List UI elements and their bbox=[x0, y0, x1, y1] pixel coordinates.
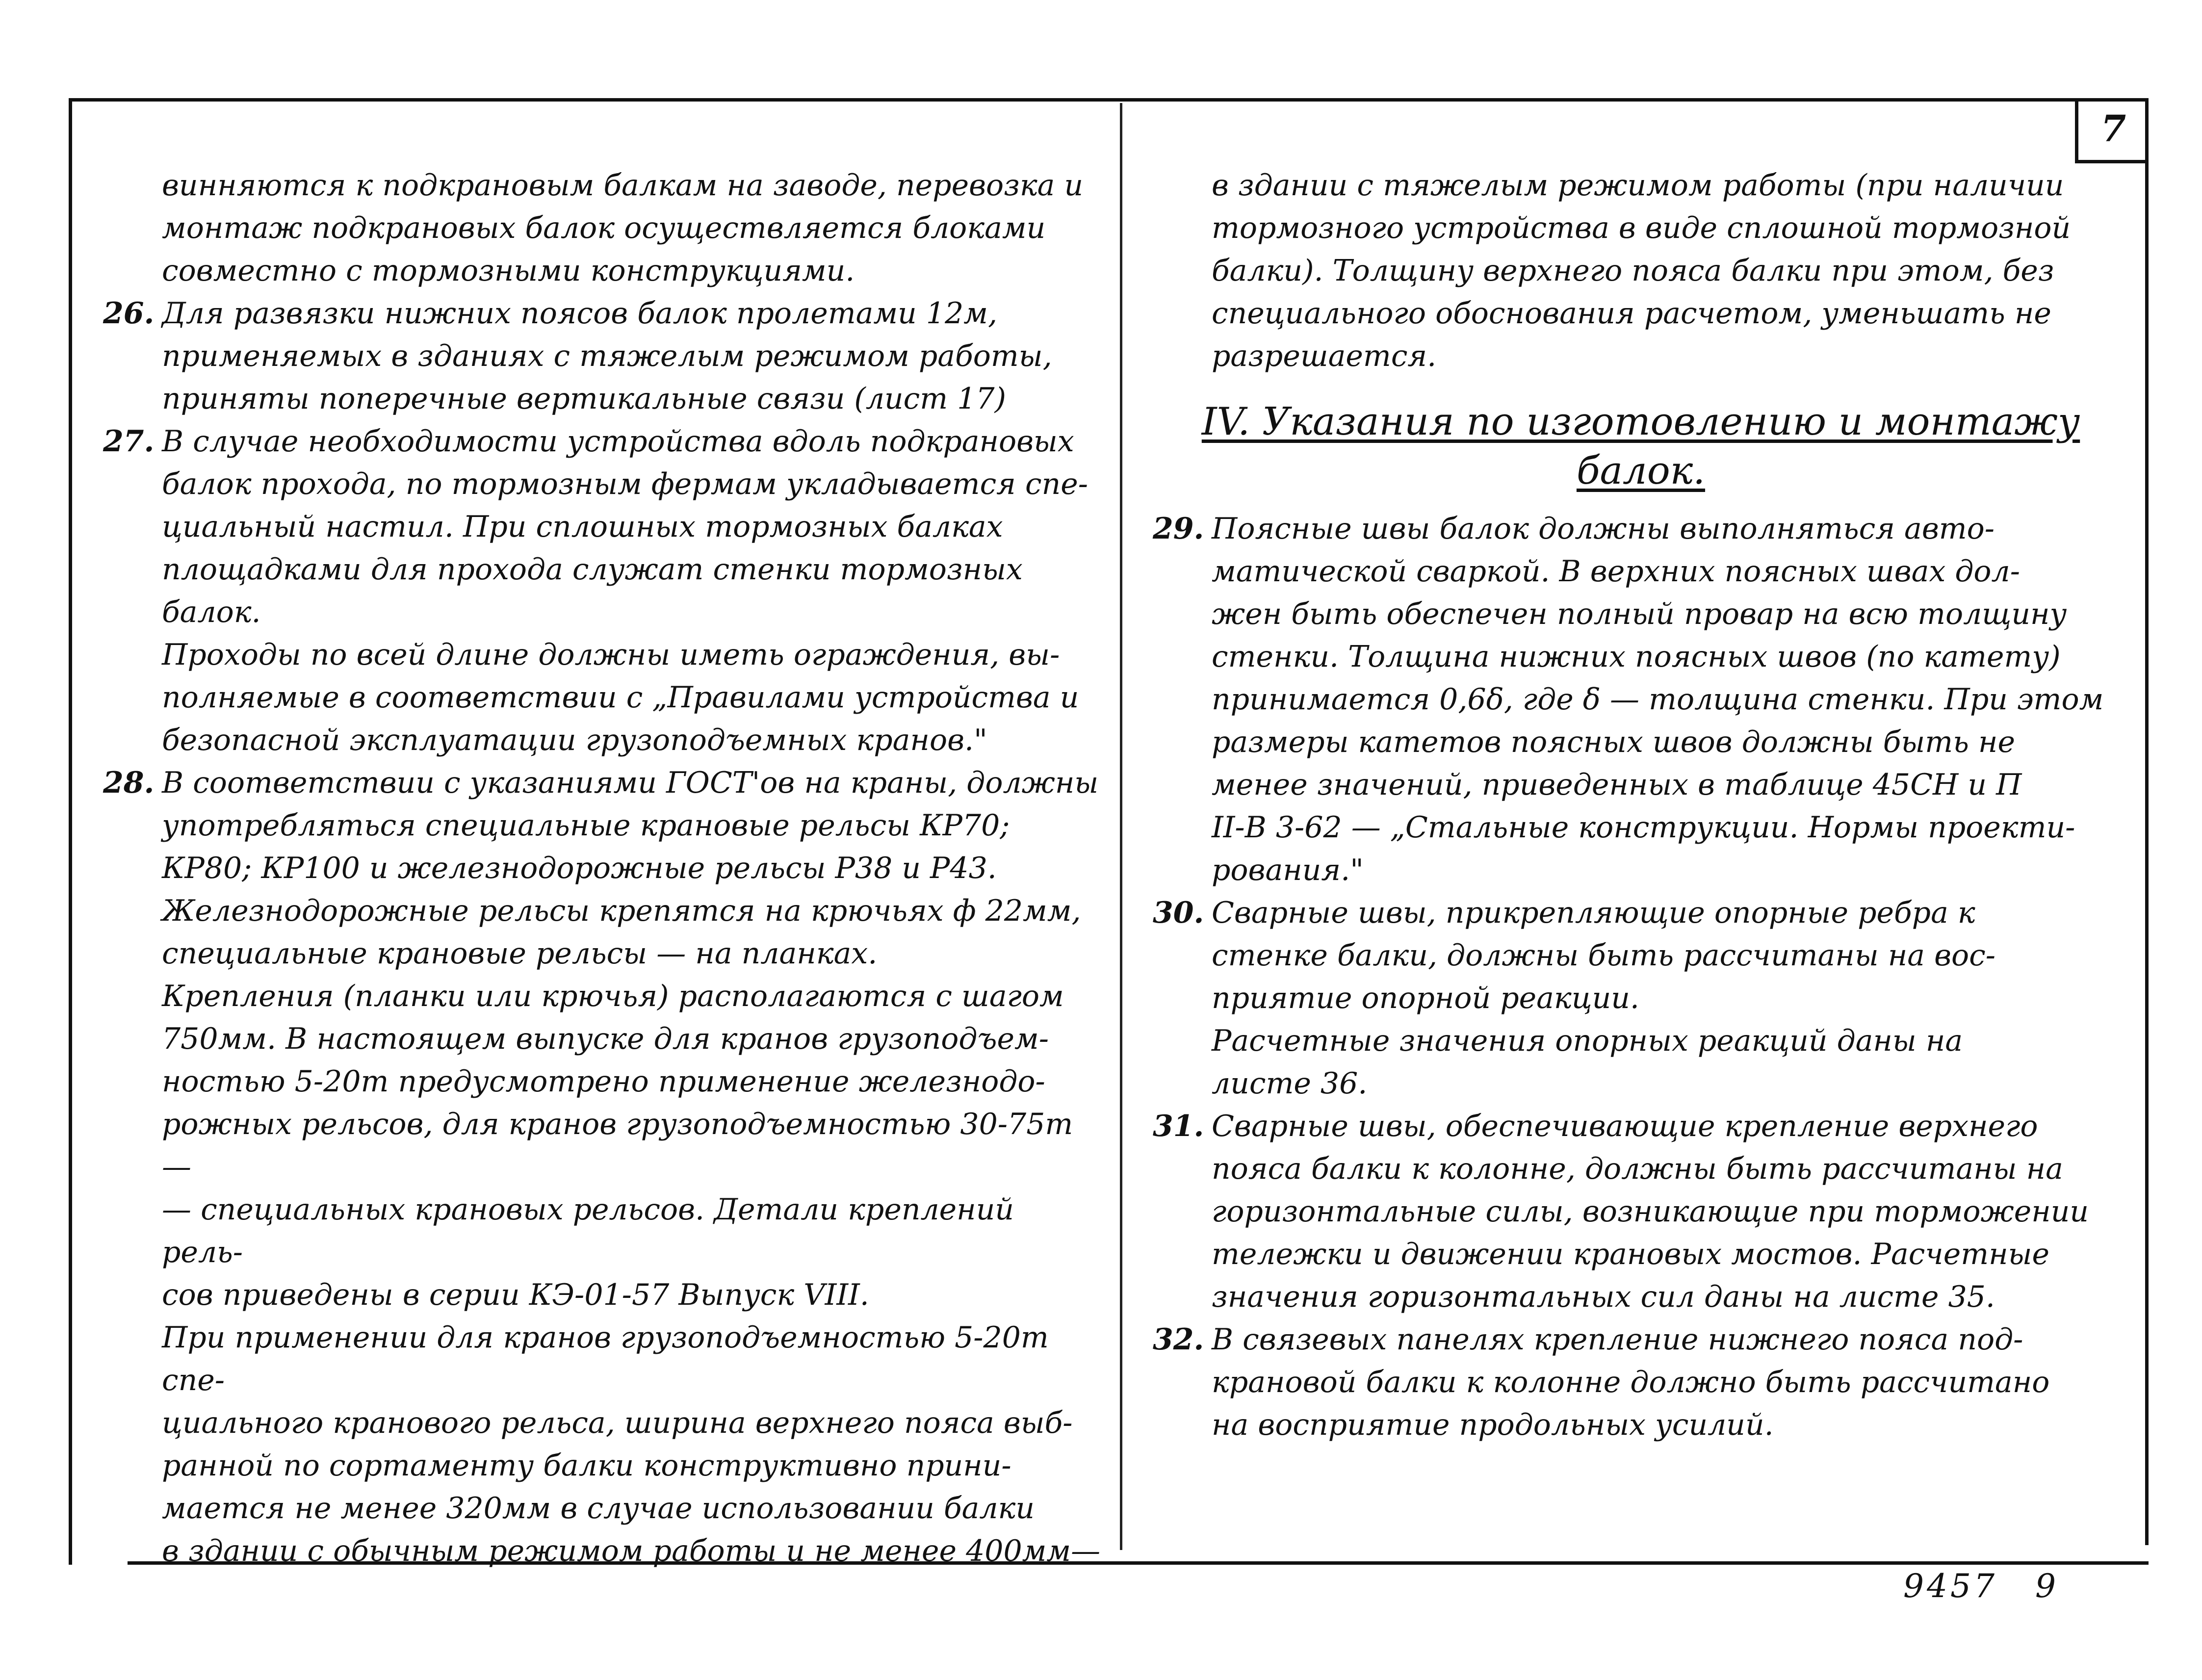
right-column bbox=[1153, 164, 2129, 1447]
paragraph-continuation bbox=[103, 164, 1104, 292]
section-heading-line1: IV. Указания по изготовлению и монтажу bbox=[1201, 400, 2080, 444]
paragraph-text: В связевых панелях крепление нижнего пояса под- крановой балки к колонне должно быть рассчитано на восприятие продольных усилий. bbox=[1212, 1322, 2050, 1442]
paragraph-30 bbox=[1153, 892, 2129, 1020]
paragraph-28 bbox=[103, 762, 1104, 1573]
paragraph-text: Поясные швы балок должны выполняться авто- матической сваркой. В верхних поясных швах дол- жен быть обеспечен полный провар на всю толщину стенки. Толщина нижних поясных швов (по катету) принимается 0,6δ, где δ — толщина стенки. При этом размеры катетов поясных швов должны быть не менее значений, приведенных в таблице 45СН и П II-В 3-62 — „Стальные конструкции. Нормы проекти- рования." bbox=[1212, 512, 2104, 887]
paragraph-number: 31. bbox=[1153, 1109, 1204, 1143]
paragraph-30-continued bbox=[1153, 1020, 2129, 1105]
paragraph-number: 30. bbox=[1153, 896, 1204, 930]
footer-sheet: 9 bbox=[2035, 1567, 2059, 1605]
paragraph-text: В соответствии с указаниями ГОСТ'ов на краны, должны употребляться специальные крановые рельсы КР70; КР80; КР100 и железнодорожные рельсы Р38 и Р43. Железнодорожные рельсы крепятся на крючьях ф 22мм, специальные крановые рельсы — на планках. Крепления (планки или крючья) располагаются с шагом 750мм. В настоящем выпуске для кранов грузоподъем- ностью 5-20т предусмотрено применение железнодо- рожных рельсов, для кранов грузоподъемностью 30-75т — — специальных крановых рельсов. Детали креплений рель- сов приведены в серии КЭ-01-57 Выпуск VIII. При применении для кранов грузоподъемностью 5-20т спе- циального кранового рельса, ширина верхнего пояса выб- ранной по сортаменту балки конструктивно прини- мается не менее 320мм в случае использовании балки в здании с обычным режимом работы и не менее 400мм— bbox=[162, 766, 1101, 1568]
footer-reference bbox=[1903, 1567, 2083, 1605]
paragraph-29 bbox=[1153, 508, 2129, 892]
paragraph-26 bbox=[103, 292, 1104, 420]
paragraph-text: в здании с тяжелым режимом работы (при наличии тормозного устройства в виде сплошной тормозной балки). Толщину верхнего пояса балки при этом, без специального обоснования расчетом, уменьшать не разрешается. bbox=[1212, 168, 2071, 373]
page-number: 7 bbox=[2100, 108, 2126, 150]
left-column bbox=[103, 164, 1104, 1573]
paragraph-32 bbox=[1153, 1318, 2129, 1447]
paragraph-text: Расчетные значения опорных реакций даны на листе 36. bbox=[1212, 1024, 1963, 1101]
paragraph-text: Для развязки нижних поясов балок пролетами 12м, применяемых в зданиях с тяжелым режимом работы, приняты поперечные вертикальные связи (лист 17) bbox=[162, 296, 1052, 416]
frame-right-border bbox=[2145, 98, 2149, 1545]
page-number-box bbox=[2075, 98, 2149, 163]
frame-top-border bbox=[69, 98, 2149, 102]
column-divider bbox=[1120, 103, 1122, 1550]
footer-doc-code: 9457 bbox=[1903, 1567, 1997, 1605]
section-heading bbox=[1153, 397, 2129, 495]
paragraph-31 bbox=[1153, 1105, 2129, 1318]
paragraph-number: 26. bbox=[103, 296, 155, 331]
paragraph-28-continued bbox=[1153, 164, 2129, 378]
paragraph-text: винняются к подкрановым балкам на заводе, перевозка и монтаж подкрановых балок осуществляется блоками совместно с тормозными конструкциями. bbox=[162, 168, 1084, 288]
frame-left-border bbox=[69, 98, 72, 1565]
paragraph-text: Сварные швы, обеспечивающие крепление верхнего пояса балки к колонне, должны быть рассчитаны на горизонтальные силы, возникающие при торможении тележки и движении крановых мостов. Расчетные значения горизонтальных сил даны на листе 35. bbox=[1212, 1109, 2089, 1314]
paragraph-text: В случае необходимости устройства вдоль подкрановых балок прохода, по тормозным фермам укладывается спе- циальный настил. При сплошных тормозных балках площадками для прохода служат стенки тормозных балок. bbox=[162, 424, 1088, 629]
paragraph-number: 28. bbox=[103, 766, 155, 800]
paragraph-27 bbox=[103, 420, 1104, 634]
paragraph-number: 27. bbox=[103, 424, 155, 459]
paragraph-number: 32. bbox=[1153, 1322, 1204, 1357]
paragraph-27-continued bbox=[103, 634, 1104, 762]
paragraph-number: 29. bbox=[1153, 512, 1204, 546]
paragraph-text: Проходы по всей длине должны иметь ограждения, вы- полняемые в соответствии с „Правилами устройства и безопасной эксплуатации грузоподъемных кранов." bbox=[162, 638, 1079, 757]
section-heading-line2: балок. bbox=[1576, 449, 1706, 493]
paragraph-text: Сварные швы, прикрепляющие опорные ребра к стенке балки, должны быть рассчитаны на вос- приятие опорной реакции. bbox=[1212, 896, 1996, 1015]
